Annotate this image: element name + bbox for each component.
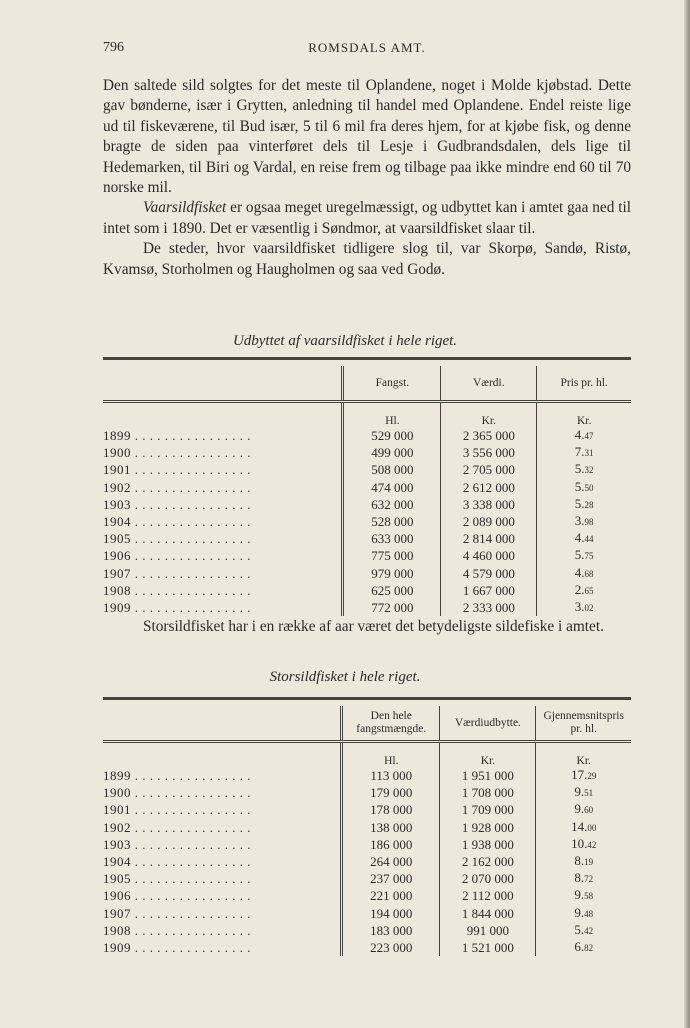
table-row bbox=[103, 905, 631, 922]
price-cell: 5.50 bbox=[537, 479, 631, 496]
table-row bbox=[103, 767, 631, 784]
year-cell: 1909 . . . . . . . . . . . . . . . . bbox=[103, 940, 251, 956]
value-cell: 1 844 000 bbox=[440, 905, 536, 922]
year-cell: 1903 . . . . . . . . . . . . . . . . bbox=[103, 836, 251, 852]
price-cell: 7.31 bbox=[537, 444, 631, 461]
price-cell: 9.58 bbox=[536, 887, 631, 904]
year-cell: 1899 . . . . . . . . . . . . . . . . bbox=[103, 428, 251, 443]
value-cell: 3 556 000 bbox=[441, 444, 537, 461]
price-cell: 5.42 bbox=[536, 922, 631, 939]
year-cell: 1906 . . . . . . . . . . . . . . . . bbox=[103, 548, 251, 564]
paragraph-3: De steder, hvor vaarsildfisket tidligere slog til, var Skorpø, Sandø, Ristø, Kvamsø, Storholmen og Haugholmen og saa ved Godø. bbox=[103, 240, 631, 278]
table1 bbox=[103, 357, 631, 616]
value-cell: 1 938 000 bbox=[440, 836, 536, 853]
body-text-top bbox=[103, 76, 631, 280]
year-cell: 1907 . . . . . . . . . . . . . . . . bbox=[103, 565, 251, 581]
catch-cell: 183 000 bbox=[342, 922, 440, 939]
paragraph-2-text: er ogsaa meget uregelmæssigt, og udbyttet kan i amtet gaa ned til intet som i 1890. Det er væsentlig i Søndmor, at vaarsildfisket slaar til. bbox=[103, 199, 631, 237]
catch-cell: 178 000 bbox=[342, 801, 440, 818]
catch-cell: 186 000 bbox=[342, 836, 440, 853]
catch-cell: 237 000 bbox=[342, 870, 440, 887]
year-cell: 1903 . . . . . . . . . . . . . . . . bbox=[103, 496, 251, 512]
table-row bbox=[103, 582, 631, 599]
catch-cell: 264 000 bbox=[342, 853, 440, 870]
paragraph-4: Storsildfisket har i en række af aar været det betydeligste sildefiske i amtet. bbox=[143, 618, 604, 635]
year-cell: 1900 . . . . . . . . . . . . . . . . bbox=[103, 445, 251, 461]
catch-cell: 194 000 bbox=[342, 905, 440, 922]
value-cell: 3 338 000 bbox=[441, 496, 537, 513]
value-cell: 1 521 000 bbox=[440, 939, 536, 956]
price-cell: 5.75 bbox=[537, 547, 631, 564]
year-cell: 1904 . . . . . . . . . . . . . . . . bbox=[103, 514, 251, 530]
table2-header-price: Gjennemsnitspris pr. hl. bbox=[536, 706, 631, 742]
table1-units-row: Hl. Kr. Kr. bbox=[103, 402, 631, 428]
table-row bbox=[103, 496, 631, 513]
running-title: ROMSDALS AMT. bbox=[308, 40, 426, 55]
catch-cell: 528 000 bbox=[343, 513, 441, 530]
value-cell: 1 709 000 bbox=[440, 801, 536, 818]
year-cell: 1905 . . . . . . . . . . . . . . . . bbox=[103, 531, 251, 547]
value-cell: 1 708 000 bbox=[440, 784, 536, 801]
table-row bbox=[103, 853, 631, 870]
page-edge bbox=[684, 0, 690, 1028]
table2-units-row: Hl. Kr. Kr. bbox=[103, 742, 631, 768]
paragraph-2-italic: Vaarsildfisket bbox=[143, 199, 227, 217]
table2-body bbox=[103, 767, 631, 956]
year-cell: 1902 . . . . . . . . . . . . . . . . bbox=[103, 819, 251, 835]
value-cell: 4 579 000 bbox=[441, 565, 537, 582]
value-cell: 1 928 000 bbox=[440, 819, 536, 836]
price-cell: 9.48 bbox=[536, 905, 631, 922]
paragraph-2 bbox=[103, 198, 631, 239]
price-cell: 3.02 bbox=[537, 599, 631, 616]
price-cell: 14.00 bbox=[536, 819, 631, 836]
paragraph-1: Den saltede sild solgtes for det meste til Oplandene, noget i Molde kjøbstad. Dette gav bønderne, især i Grytten, anledning til handel med Oplandene. Endel reiste lige ud til fiskeværene, til Bud især, 5 til 6 mil fra deres hjem, for at kjøbe fisk, og denne bragte de siden paa vinterføret dels til Lesje i Gudbrandsdalen, dels lige til Hedemarken, til Biri og Vardal, en reise frem og tilbage paa ikke mindre end 60 til 70 norske mil. bbox=[103, 77, 631, 197]
price-cell: 8.19 bbox=[536, 853, 631, 870]
price-cell: 9.51 bbox=[536, 784, 631, 801]
price-cell: 3.98 bbox=[537, 513, 631, 530]
table-row bbox=[103, 547, 631, 564]
table-row bbox=[103, 599, 631, 616]
table-row bbox=[103, 479, 631, 496]
catch-cell: 772 000 bbox=[343, 599, 441, 616]
price-cell: 4.68 bbox=[537, 565, 631, 582]
year-cell: 1906 . . . . . . . . . . . . . . . . bbox=[103, 888, 251, 904]
table1-body bbox=[103, 427, 631, 616]
year-cell: 1909 . . . . . . . . . . . . . . . . bbox=[103, 600, 251, 616]
price-cell: 8.72 bbox=[536, 870, 631, 887]
price-cell: 6.82 bbox=[536, 939, 631, 956]
table1-header-catch: Fangst. bbox=[343, 366, 441, 402]
catch-cell: 138 000 bbox=[342, 819, 440, 836]
catch-cell: 775 000 bbox=[343, 547, 441, 564]
price-cell: 5.32 bbox=[537, 461, 631, 478]
table2 bbox=[103, 697, 631, 956]
table-row bbox=[103, 939, 631, 956]
table-row bbox=[103, 887, 631, 904]
value-cell: 2 089 000 bbox=[441, 513, 537, 530]
value-cell: 2 612 000 bbox=[441, 479, 537, 496]
catch-cell: 508 000 bbox=[343, 461, 441, 478]
price-cell: 4.44 bbox=[537, 530, 631, 547]
price-cell: 5.28 bbox=[537, 496, 631, 513]
price-cell: 4.47 bbox=[537, 427, 631, 444]
table1-header-value: Værdi. bbox=[441, 366, 537, 402]
price-cell: 9.60 bbox=[536, 801, 631, 818]
value-cell: 2 162 000 bbox=[440, 853, 536, 870]
catch-cell: 529 000 bbox=[343, 427, 441, 444]
price-cell: 10.42 bbox=[536, 836, 631, 853]
price-cell: 2.65 bbox=[537, 582, 631, 599]
year-cell: 1900 . . . . . . . . . . . . . . . . bbox=[103, 785, 251, 801]
value-cell: 2 070 000 bbox=[440, 870, 536, 887]
table-row bbox=[103, 922, 631, 939]
table1-caption: Udbyttet af vaarsildfisket i hele riget. bbox=[232, 333, 458, 349]
catch-cell: 179 000 bbox=[342, 784, 440, 801]
price-cell: 17.29 bbox=[536, 767, 631, 784]
year-cell: 1902 . . . . . . . . . . . . . . . . bbox=[103, 479, 251, 495]
table1-header-price: Pris pr. hl. bbox=[537, 366, 631, 402]
catch-cell: 474 000 bbox=[343, 479, 441, 496]
catch-cell: 113 000 bbox=[342, 767, 440, 784]
value-cell: 2 814 000 bbox=[441, 530, 537, 547]
year-cell: 1901 . . . . . . . . . . . . . . . . bbox=[103, 802, 251, 818]
catch-cell: 221 000 bbox=[342, 887, 440, 904]
table2-header-row bbox=[103, 706, 631, 742]
value-cell: 2 705 000 bbox=[441, 461, 537, 478]
table-row bbox=[103, 819, 631, 836]
year-cell: 1907 . . . . . . . . . . . . . . . . bbox=[103, 905, 251, 921]
table-row bbox=[103, 870, 631, 887]
year-cell: 1904 . . . . . . . . . . . . . . . . bbox=[103, 854, 251, 870]
table2-header-value: Værdiudbytte. bbox=[440, 706, 536, 742]
year-cell: 1908 . . . . . . . . . . . . . . . . bbox=[103, 582, 251, 598]
value-cell: 1 667 000 bbox=[441, 582, 537, 599]
catch-cell: 625 000 bbox=[343, 582, 441, 599]
catch-cell: 633 000 bbox=[343, 530, 441, 547]
catch-cell: 223 000 bbox=[342, 939, 440, 956]
value-cell: 4 460 000 bbox=[441, 547, 537, 564]
table-row bbox=[103, 530, 631, 547]
catch-cell: 632 000 bbox=[343, 496, 441, 513]
table-row bbox=[103, 565, 631, 582]
table1-header-row bbox=[103, 366, 631, 402]
catch-cell: 499 000 bbox=[343, 444, 441, 461]
table-row bbox=[103, 444, 631, 461]
value-cell: 2 333 000 bbox=[441, 599, 537, 616]
table2-header-catch: Den hele fangstmængde. bbox=[342, 706, 440, 742]
value-cell: 991 000 bbox=[440, 922, 536, 939]
value-cell: 2 112 000 bbox=[440, 887, 536, 904]
value-cell: 2 365 000 bbox=[441, 427, 537, 444]
page-number: 796 bbox=[103, 40, 124, 55]
page-header bbox=[103, 40, 631, 60]
table-row bbox=[103, 784, 631, 801]
table2-caption: Storsildfisket i hele riget. bbox=[269, 669, 421, 685]
catch-cell: 979 000 bbox=[343, 565, 441, 582]
body-text-middle bbox=[103, 617, 631, 637]
table-row bbox=[103, 461, 631, 478]
table-row bbox=[103, 427, 631, 444]
table-row bbox=[103, 801, 631, 818]
value-cell: 1 951 000 bbox=[440, 767, 536, 784]
year-cell: 1905 . . . . . . . . . . . . . . . . bbox=[103, 871, 251, 887]
year-cell: 1901 . . . . . . . . . . . . . . . . bbox=[103, 462, 251, 478]
year-cell: 1908 . . . . . . . . . . . . . . . . bbox=[103, 922, 251, 938]
year-cell: 1899 . . . . . . . . . . . . . . . . bbox=[103, 768, 251, 783]
table-row bbox=[103, 513, 631, 530]
table-row bbox=[103, 836, 631, 853]
